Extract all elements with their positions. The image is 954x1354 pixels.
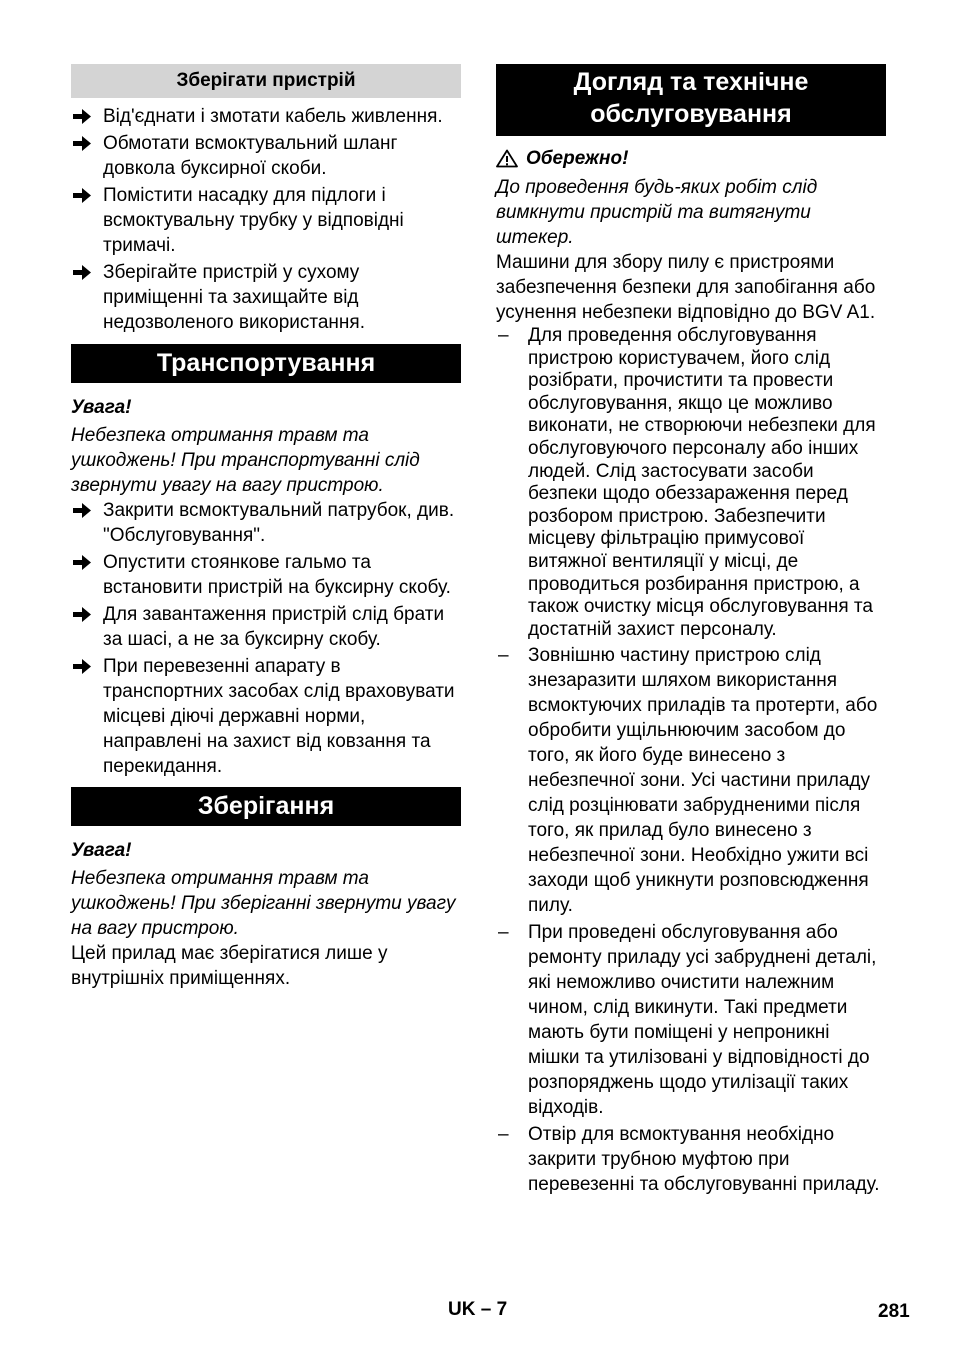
step-text: При перевезенні апарату в транспортних засобах слід враховувати місцеві діючі державні норми, направлені на захист від ковзання та перекидання. [103, 656, 455, 777]
item-text: При проведені обслуговування або ремонту приладу усі забруднені деталі, які неможливо очистити належним чином, слід викинути. Такі предмети мають бути поміщені у непроникні мішки та утилізовані у відповідності до розпоряджень щодо утилізації таких відходів. [528, 922, 877, 1119]
page-number: 281 [878, 1301, 910, 1322]
item-text: Отвір для всмоктування необхідно закрити трубною муфтою при перевезенні та обслуговуванні приладу. [528, 1124, 880, 1196]
list-item [71, 498, 461, 548]
storage-heading: Зберігання [71, 787, 461, 826]
arrow-right-icon [73, 136, 91, 151]
arrow-right-icon [73, 503, 91, 518]
arrow-right-icon [73, 659, 91, 674]
caution-label: Обережно! [526, 148, 629, 169]
maintenance-intro: Машини для збору пилу є пристроями забезпечення безпеки для запобігання або усунення небезпеки відповідно до BGV A1. [496, 252, 876, 323]
storage-body: Цей прилад має зберігатися лише у внутрішніх приміщеннях. [71, 943, 388, 989]
step-text: Помістити насадку для підлоги і всмоктувальну трубку у відповідні тримачі. [103, 185, 404, 256]
arrow-right-icon [73, 109, 91, 124]
list-item [71, 183, 461, 258]
footer-section-label: UK – 7 [448, 1299, 508, 1320]
store-device-steps [71, 104, 461, 335]
dash-mark: – [498, 325, 509, 346]
caution-header [496, 146, 886, 171]
step-text: Для завантаження пристрій слід брати за шасі, а не за буксирну скобу. [103, 604, 445, 650]
list-item [71, 602, 461, 652]
list-item [71, 654, 461, 779]
maintenance-list [496, 325, 886, 1197]
transport-warning-text: Небезпека отримання травм та ушкоджень! При транспортуванні слід звернути увагу на вагу пристрою. [71, 425, 420, 496]
dash-mark: – [498, 1124, 509, 1146]
step-text: Від'єднати і змотати кабель живлення. [103, 106, 443, 127]
storage-warning-label: Увага! [71, 840, 132, 861]
list-item [496, 325, 886, 641]
dash-mark: – [498, 922, 509, 944]
arrow-right-icon [73, 188, 91, 203]
item-text: Зовнішню частину пристрою слід знезаразити шляхом використання всмоктуючих приладів та протерти, або обробити ущільнюючим засобом до того, як його буде винесено з небезпечної зони. Усі частини приладу слід розцінювати забрудненими після того, як прилад було винесено з небезпечної зони. Необхідно ужити всі заходи щоб уникнути розповсюдження пилу. [528, 645, 878, 917]
right-column [496, 64, 886, 1199]
step-text: Зберігайте пристрій у сухому приміщенні та захищайте від недозволеного використання. [103, 262, 365, 333]
step-text: Обмотати всмоктувальний шланг довкола буксирної скоби. [103, 133, 398, 179]
list-item [496, 643, 886, 918]
list-item [71, 131, 461, 181]
step-text: Опустити стоянкове гальмо та встановити пристрій на буксирну скобу. [103, 552, 451, 598]
dash-mark: – [498, 645, 509, 667]
store-device-heading: Зберігати пристрій [71, 64, 461, 98]
transport-warning-label: Увага! [71, 397, 132, 418]
list-item [71, 104, 461, 129]
transport-heading: Транспортування [71, 344, 461, 383]
warning-triangle-icon [496, 149, 518, 168]
item-text: Для проведення обслуговування пристрою користувачем, його слід розібрати, прочистити та провести обслуговування, якщо це можливо виконати, не створюючи небезпеки для обслуговуючого персоналу або інших людей. Слід застосувати засоби безпеки щодо обеззараження перед розбором пристрою. Забезпечити місцеву фільтрацію примусової витяжної вентиляції у місці, де проводиться розбирання пристрою, а також очистку місця обслуговування та достатній захист персоналу. [528, 325, 876, 640]
list-item [496, 1122, 886, 1197]
arrow-right-icon [73, 555, 91, 570]
transport-steps [71, 498, 461, 779]
list-item [496, 920, 886, 1120]
caution-text: До проведення будь-яких робіт слід вимкнути пристрій та витягнути штекер. [496, 177, 818, 248]
list-item [71, 550, 461, 600]
arrow-right-icon [73, 607, 91, 622]
arrow-right-icon [73, 265, 91, 280]
step-text: Закрити всмоктувальний патрубок, див. "Обслуговування". [103, 500, 455, 546]
maintenance-heading: Догляд та технічне обслуговування [496, 64, 886, 136]
storage-warning-text: Небезпека отримання травм та ушкоджень! При зберіганні звернути увагу на вагу пристрою. [71, 868, 456, 939]
left-column [71, 64, 461, 991]
list-item [71, 260, 461, 335]
